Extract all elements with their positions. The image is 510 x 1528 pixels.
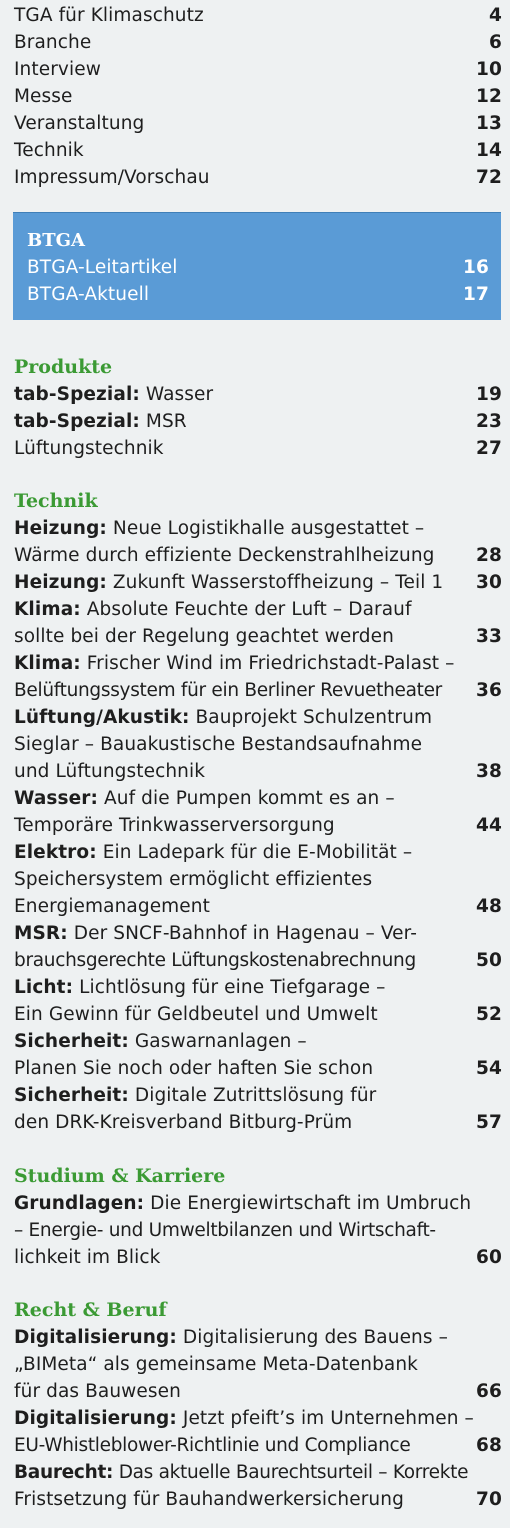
list-item[interactable] bbox=[14, 650, 502, 704]
list-item[interactable] bbox=[14, 569, 502, 596]
item-title-line: für das Bauwesen bbox=[14, 1381, 181, 1402]
item-category: Sicherheit: bbox=[14, 1085, 129, 1106]
item-title: Absolute Feuchte der Luft – Darauf bbox=[80, 599, 412, 620]
item-page: 50 bbox=[476, 950, 502, 971]
list-item[interactable] bbox=[14, 408, 502, 435]
list-item[interactable] bbox=[14, 704, 502, 785]
section-title: Studium & Karriere bbox=[14, 1165, 226, 1187]
item-category: Klima: bbox=[14, 653, 81, 674]
item-page: 17 bbox=[463, 284, 489, 305]
item-title: Lichtlösung für eine Tiefgarage – bbox=[73, 977, 386, 998]
list-item[interactable] bbox=[14, 83, 502, 110]
list-item[interactable] bbox=[14, 56, 502, 83]
item-title-line: Energiemanagement bbox=[14, 896, 210, 917]
item-category: Elektro: bbox=[14, 842, 97, 863]
item-page: 38 bbox=[476, 761, 502, 782]
section-technik bbox=[14, 488, 502, 1136]
btga-box bbox=[13, 212, 501, 320]
item-category: Heizung: bbox=[14, 518, 107, 539]
item-category: Grundlagen: bbox=[14, 1193, 145, 1214]
item-title-line: Speichersystem ermöglicht effizientes bbox=[14, 869, 373, 890]
item-title: Ein Ladepark für die E-Mobilität – bbox=[96, 842, 413, 863]
item-title-line: – Energie- und Umweltbilanzen und Wirtschaft- bbox=[14, 1220, 436, 1241]
item-page: 52 bbox=[476, 1004, 502, 1025]
section-recht-beruf bbox=[14, 1297, 502, 1513]
item-category: tab-Spezial: bbox=[14, 384, 140, 405]
section-studium-karriere bbox=[14, 1163, 502, 1271]
item-title-line: sollte bei der Regelung geachtet werden bbox=[14, 626, 394, 647]
item-page: 12 bbox=[476, 86, 502, 107]
list-item[interactable] bbox=[14, 381, 502, 408]
item-title: Jetzt pfeift’s im Unternehmen – bbox=[176, 1408, 474, 1429]
item-page: 36 bbox=[476, 680, 502, 701]
item-title: Digitalisierung des Bauens – bbox=[176, 1327, 448, 1348]
item-title: Der SNCF-Bahnhof in Hagenau – Ver- bbox=[67, 923, 417, 944]
item-title: Bauprojekt Schulzentrum bbox=[189, 707, 433, 728]
list-item[interactable] bbox=[27, 254, 489, 281]
item-title-line: Ein Gewinn für Geldbeutel und Umwelt bbox=[14, 1004, 378, 1025]
item-page: 19 bbox=[476, 384, 502, 405]
item-title: MSR bbox=[139, 411, 187, 432]
item-page: 44 bbox=[476, 815, 502, 836]
section-produkte bbox=[14, 354, 502, 462]
item-title: Auf die Pumpen kommt es an – bbox=[98, 788, 395, 809]
item-page: 33 bbox=[476, 626, 502, 647]
item-category: tab-Spezial: bbox=[14, 411, 140, 432]
item-title: Branche bbox=[14, 32, 92, 53]
list-item[interactable] bbox=[27, 281, 489, 308]
list-item[interactable] bbox=[14, 110, 502, 137]
item-page: 14 bbox=[476, 140, 502, 161]
item-title: Die Energiewirtschaft im Umbruch bbox=[144, 1193, 472, 1214]
item-category: Wasser: bbox=[14, 788, 99, 809]
item-category: Licht: bbox=[14, 977, 74, 998]
item-page: 16 bbox=[463, 257, 489, 278]
list-item[interactable] bbox=[14, 164, 502, 191]
list-item[interactable] bbox=[14, 435, 502, 462]
item-page: 48 bbox=[476, 896, 502, 917]
item-title: Messe bbox=[14, 86, 73, 107]
list-item[interactable] bbox=[14, 2, 502, 29]
item-title: Veranstaltung bbox=[14, 113, 145, 134]
list-item[interactable] bbox=[14, 1082, 502, 1136]
item-title: BTGA-Aktuell bbox=[27, 284, 150, 305]
item-title: Digitale Zutrittslösung für bbox=[128, 1085, 377, 1106]
item-title: TGA für Klimaschutz bbox=[14, 5, 204, 26]
item-title: BTGA-Leitartikel bbox=[27, 257, 178, 278]
item-page: 54 bbox=[476, 1058, 502, 1079]
list-item[interactable] bbox=[14, 137, 502, 164]
item-title-line: Fristsetzung für Bauhandwerkersicherung bbox=[14, 1489, 404, 1510]
item-title-line: brauchsgerechte Lüftungskostenabrechnung bbox=[14, 950, 416, 971]
list-item[interactable] bbox=[14, 1405, 502, 1459]
item-category: Baurecht: bbox=[14, 1462, 114, 1483]
item-page: 6 bbox=[489, 32, 502, 53]
list-item[interactable] bbox=[14, 1190, 502, 1271]
list-item[interactable] bbox=[14, 785, 502, 839]
item-page: 28 bbox=[476, 545, 502, 566]
item-page: 60 bbox=[476, 1247, 502, 1268]
item-title-line: Planen Sie noch oder haften Sie schon bbox=[14, 1058, 374, 1079]
item-title: Neue Logistikhalle ausgestattet – bbox=[106, 518, 425, 539]
item-page: 4 bbox=[489, 5, 502, 26]
list-item[interactable] bbox=[14, 596, 502, 650]
item-page: 72 bbox=[476, 167, 502, 188]
section-title: Produkte bbox=[14, 356, 113, 378]
list-item[interactable] bbox=[14, 29, 502, 56]
item-title-line: Belüftungssystem für ein Berliner Revuetheater bbox=[14, 680, 442, 701]
section-title: Technik bbox=[14, 490, 98, 512]
item-title-line: Temporäre Trinkwasserversorgung bbox=[14, 815, 335, 836]
list-item[interactable] bbox=[14, 1324, 502, 1405]
item-category: Heizung: bbox=[14, 572, 107, 593]
list-item[interactable] bbox=[14, 1459, 502, 1513]
item-page: 30 bbox=[476, 572, 502, 593]
section-title: Recht & Beruf bbox=[14, 1299, 167, 1321]
top-list bbox=[14, 2, 502, 191]
list-item[interactable] bbox=[14, 974, 502, 1028]
item-title-line: lichkeit im Blick bbox=[14, 1247, 161, 1268]
item-category: Klima: bbox=[14, 599, 81, 620]
item-title: Zukunft Wasserstoffheizung – Teil 1 bbox=[106, 572, 444, 593]
item-category: Digitalisierung: bbox=[14, 1327, 177, 1348]
list-item[interactable] bbox=[14, 920, 502, 974]
item-title-line: den DRK-Kreisverband Bitburg-Prüm bbox=[14, 1112, 353, 1133]
item-page: 68 bbox=[476, 1435, 502, 1456]
item-category: MSR: bbox=[14, 923, 68, 944]
item-title: Interview bbox=[14, 59, 101, 80]
item-title: Wasser bbox=[139, 384, 214, 405]
item-page: 57 bbox=[476, 1112, 502, 1133]
item-page: 66 bbox=[476, 1381, 502, 1402]
list-item[interactable] bbox=[14, 839, 502, 920]
item-page: 70 bbox=[476, 1489, 502, 1510]
item-title: Technik bbox=[14, 140, 84, 161]
item-category: Lüftung/Akustik: bbox=[14, 707, 190, 728]
item-page: 23 bbox=[476, 411, 502, 432]
item-category: Sicherheit: bbox=[14, 1031, 129, 1052]
item-category: Digitalisierung: bbox=[14, 1408, 177, 1429]
item-title-line: „BIMeta“ als gemeinsame Meta-Datenbank bbox=[14, 1354, 418, 1375]
list-item[interactable] bbox=[14, 515, 502, 569]
item-title: Gaswarnanlagen – bbox=[128, 1031, 307, 1052]
item-title: Frischer Wind im Friedrichstadt-Palast – bbox=[80, 653, 455, 674]
item-page: 10 bbox=[476, 59, 502, 80]
item-title: Das aktuelle Baurechtsurteil – Korrekte bbox=[113, 1462, 469, 1483]
item-title-line: Sieglar – Bauakustische Bestandsaufnahme bbox=[14, 734, 423, 755]
item-title-line: Wärme durch effiziente Deckenstrahlheizung bbox=[14, 545, 435, 566]
item-page: 27 bbox=[476, 438, 502, 459]
item-title: Lüftungstechnik bbox=[14, 438, 164, 459]
list-item[interactable] bbox=[14, 1028, 502, 1082]
item-title-line: und Lüftungstechnik bbox=[14, 761, 206, 782]
item-page: 13 bbox=[476, 113, 502, 134]
btga-title: BTGA bbox=[27, 230, 85, 251]
item-title: Impressum/Vorschau bbox=[14, 167, 210, 188]
item-title-line: EU-Whistleblower-Richtlinie und Compliance bbox=[14, 1435, 411, 1456]
